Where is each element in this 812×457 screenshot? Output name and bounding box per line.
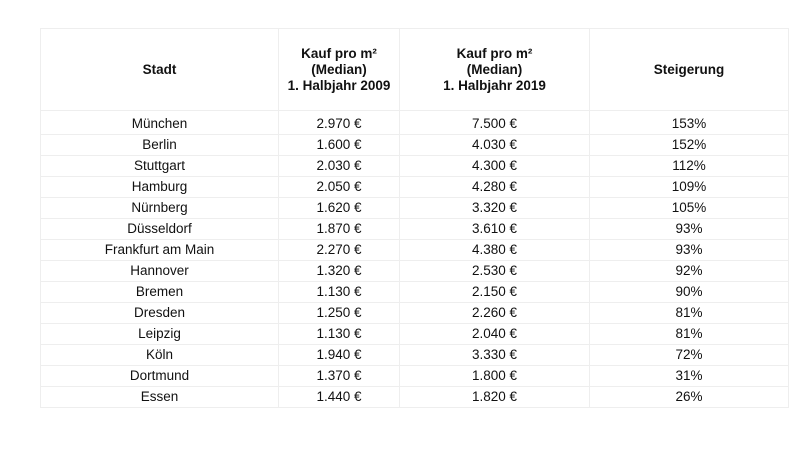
cell-city: Berlin	[41, 135, 279, 156]
header-increase: Steigerung	[590, 29, 789, 111]
cell-increase: 105%	[590, 198, 789, 219]
table-header	[41, 29, 789, 111]
table-row	[41, 387, 789, 408]
cell-city: Leipzig	[41, 324, 279, 345]
header-price-2009-line-3: 1. Halbjahr 2009	[287, 77, 391, 93]
cell-price-2019: 3.330 €	[400, 345, 590, 366]
cell-price-2009: 1.320 €	[279, 261, 400, 282]
cell-increase: 26%	[590, 387, 789, 408]
header-price-2009-line-1: Kauf pro m²	[301, 45, 377, 61]
cell-price-2009: 1.870 €	[279, 219, 400, 240]
price-table	[40, 28, 789, 408]
table-body	[41, 111, 789, 408]
table-row	[41, 366, 789, 387]
table-row	[41, 156, 789, 177]
table-row	[41, 324, 789, 345]
header-row	[41, 29, 789, 111]
cell-price-2009: 2.030 €	[279, 156, 400, 177]
cell-price-2009: 1.940 €	[279, 345, 400, 366]
cell-increase: 81%	[590, 303, 789, 324]
table-row	[41, 135, 789, 156]
cell-increase: 112%	[590, 156, 789, 177]
cell-price-2009: 1.600 €	[279, 135, 400, 156]
cell-price-2019: 4.300 €	[400, 156, 590, 177]
cell-city: Essen	[41, 387, 279, 408]
cell-price-2019: 2.260 €	[400, 303, 590, 324]
cell-increase: 153%	[590, 111, 789, 135]
cell-price-2019: 4.030 €	[400, 135, 590, 156]
cell-increase: 81%	[590, 324, 789, 345]
cell-city: Dortmund	[41, 366, 279, 387]
cell-city: Köln	[41, 345, 279, 366]
header-city: Stadt	[41, 29, 279, 111]
cell-city: Nürnberg	[41, 198, 279, 219]
cell-price-2019: 7.500 €	[400, 111, 590, 135]
cell-increase: 92%	[590, 261, 789, 282]
table-row	[41, 261, 789, 282]
cell-city: München	[41, 111, 279, 135]
cell-price-2009: 1.130 €	[279, 282, 400, 303]
header-price-2019-line-3: 1. Halbjahr 2019	[443, 77, 546, 93]
table-row	[41, 177, 789, 198]
cell-increase: 90%	[590, 282, 789, 303]
cell-city: Hannover	[41, 261, 279, 282]
cell-price-2019: 2.530 €	[400, 261, 590, 282]
cell-price-2019: 4.380 €	[400, 240, 590, 261]
table-row	[41, 219, 789, 240]
table-row	[41, 345, 789, 366]
table-row	[41, 282, 789, 303]
cell-price-2019: 1.800 €	[400, 366, 590, 387]
cell-city: Frankfurt am Main	[41, 240, 279, 261]
table-row	[41, 303, 789, 324]
cell-city: Bremen	[41, 282, 279, 303]
cell-price-2009: 1.620 €	[279, 198, 400, 219]
cell-price-2009: 1.130 €	[279, 324, 400, 345]
cell-price-2019: 4.280 €	[400, 177, 590, 198]
cell-increase: 152%	[590, 135, 789, 156]
cell-price-2009: 2.050 €	[279, 177, 400, 198]
header-price-2009-line-2: (Median)	[311, 61, 367, 77]
cell-city: Hamburg	[41, 177, 279, 198]
cell-price-2009: 1.250 €	[279, 303, 400, 324]
table-row	[41, 111, 789, 135]
cell-increase: 93%	[590, 219, 789, 240]
cell-price-2019: 3.610 €	[400, 219, 590, 240]
cell-increase: 31%	[590, 366, 789, 387]
header-price-2009	[279, 29, 400, 111]
cell-increase: 109%	[590, 177, 789, 198]
cell-price-2019: 2.150 €	[400, 282, 590, 303]
table-row	[41, 240, 789, 261]
cell-city: Dresden	[41, 303, 279, 324]
cell-city: Düsseldorf	[41, 219, 279, 240]
cell-price-2009: 1.440 €	[279, 387, 400, 408]
cell-price-2019: 3.320 €	[400, 198, 590, 219]
cell-increase: 72%	[590, 345, 789, 366]
cell-price-2009: 1.370 €	[279, 366, 400, 387]
header-price-2019	[400, 29, 590, 111]
header-price-2019-line-1: Kauf pro m²	[456, 45, 533, 61]
cell-price-2019: 1.820 €	[400, 387, 590, 408]
cell-price-2009: 2.970 €	[279, 111, 400, 135]
table-row	[41, 198, 789, 219]
cell-city: Stuttgart	[41, 156, 279, 177]
cell-price-2019: 2.040 €	[400, 324, 590, 345]
cell-price-2009: 2.270 €	[279, 240, 400, 261]
cell-increase: 93%	[590, 240, 789, 261]
header-price-2019-line-2: (Median)	[466, 61, 523, 77]
